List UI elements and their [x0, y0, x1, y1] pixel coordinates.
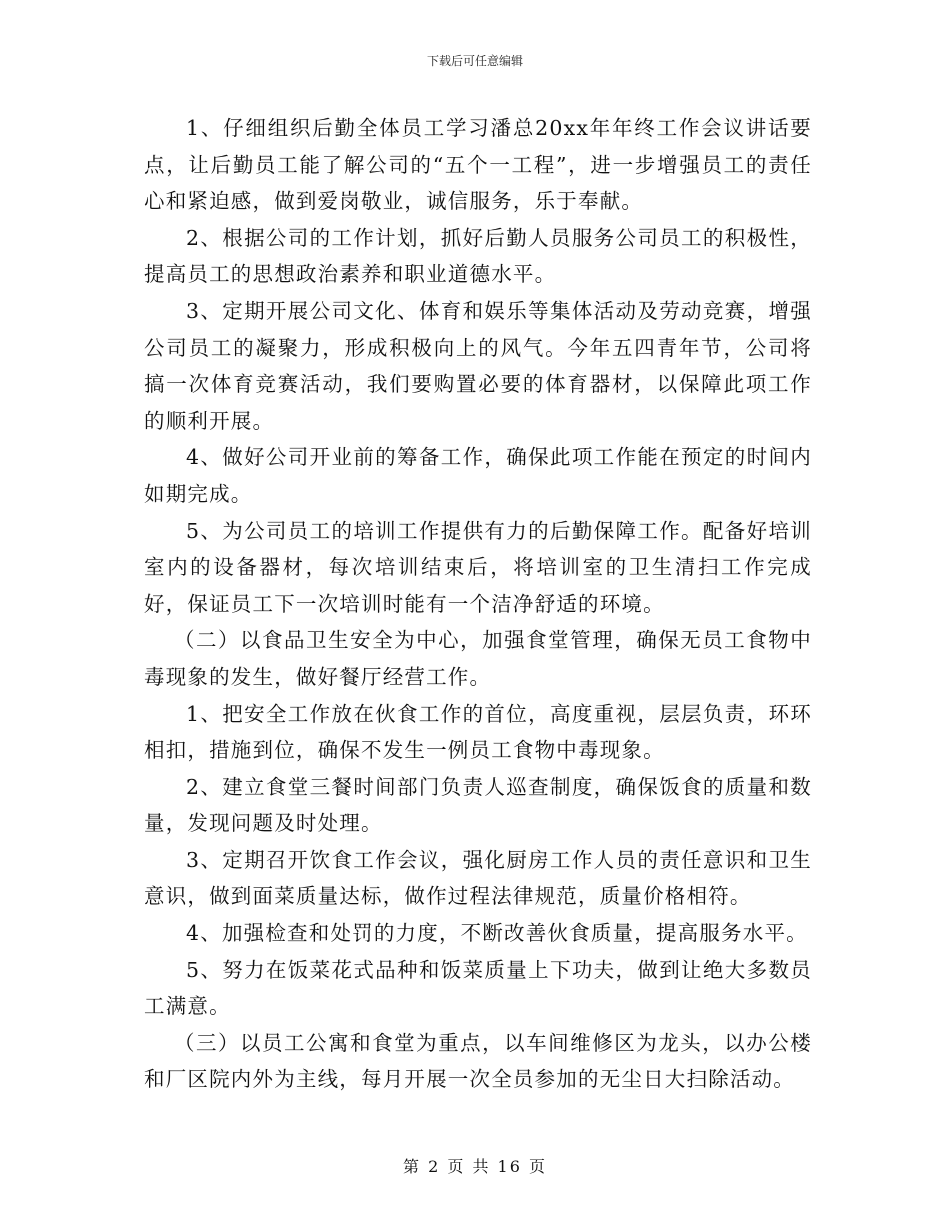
- paragraph-4: 4、做好公司开业前的筹备工作，确保此项工作能在预定的时间内如期完成。: [144, 445, 812, 506]
- page-header: 下载后可任意编辑: [426, 54, 523, 68]
- paragraph-10: 5、努力在饭菜花式品种和饭菜质量上下功夫，做到让绝大多数员工满意。: [144, 957, 812, 1019]
- paragraph-7: 2、建立食堂三餐时间部门负责人巡查制度，确保饭食的质量和数量，发现问题及时处理。: [144, 774, 812, 836]
- paragraph-9: 4、加强检查和处罚的力度，不断改善伙食质量，提高服务水平。: [186, 921, 808, 946]
- paragraph-1: 1、仔细组织后勤全体员工学习潘总20xx年年终工作会议讲话要点，让后勤员工能了解公司的“五个一工程”，进一步增强员工的责任心和紧迫感，做到爱岗敬业，诚信服务，乐于奉献。: [144, 116, 812, 214]
- page-footer: 第 2 页 共 16 页: [403, 1157, 547, 1176]
- paragraph-3: 3、定期开展公司文化、体育和娱乐等集体活动及劳动竞赛，增强公司员工的凝聚力，形成积极向上的风气。今年五四青年节，公司将搞一次体育竞赛活动，我们要购置必要的体育器材，以保障此项工作的顺利开展。: [144, 298, 812, 433]
- section-heading-2: （二）以食品卫生安全为中心，加强食堂管理，确保无员工食物中毒现象的发生，做好餐厅经营工作。: [144, 628, 812, 689]
- section-heading-3: （三）以员工公寓和食堂为重点，以车间维修区为龙头，以办公楼和厂区院内外为主线，每月开展一次全员参加的无尘日大扫除活动。: [144, 1030, 812, 1092]
- paragraph-6: 1、把安全工作放在伙食工作的首位，高度重视，层层负责，环环相扣，措施到位，确保不发生一例员工食物中毒现象。: [144, 701, 812, 763]
- paragraph-2: 2、根据公司的工作计划，抓好后勤人员服务公司员工的积极性，提高员工的思想政治素养和职业道德水平。: [144, 225, 812, 287]
- paragraph-8: 3、定期召开饮食工作会议，强化厨房工作人员的责任意识和卫生意识，做到面菜质量达标，做作过程法律规范，质量价格相符。: [144, 847, 812, 909]
- document-body: [144, 110, 812, 1098]
- paragraph-5: 5、为公司员工的培训工作提供有力的后勤保障工作。配备好培训室内的设备器材，每次培训结束后，将培训室的卫生清扫工作完成好，保证员工下一次培训时能有一个洁净舒适的环境。: [144, 518, 812, 616]
